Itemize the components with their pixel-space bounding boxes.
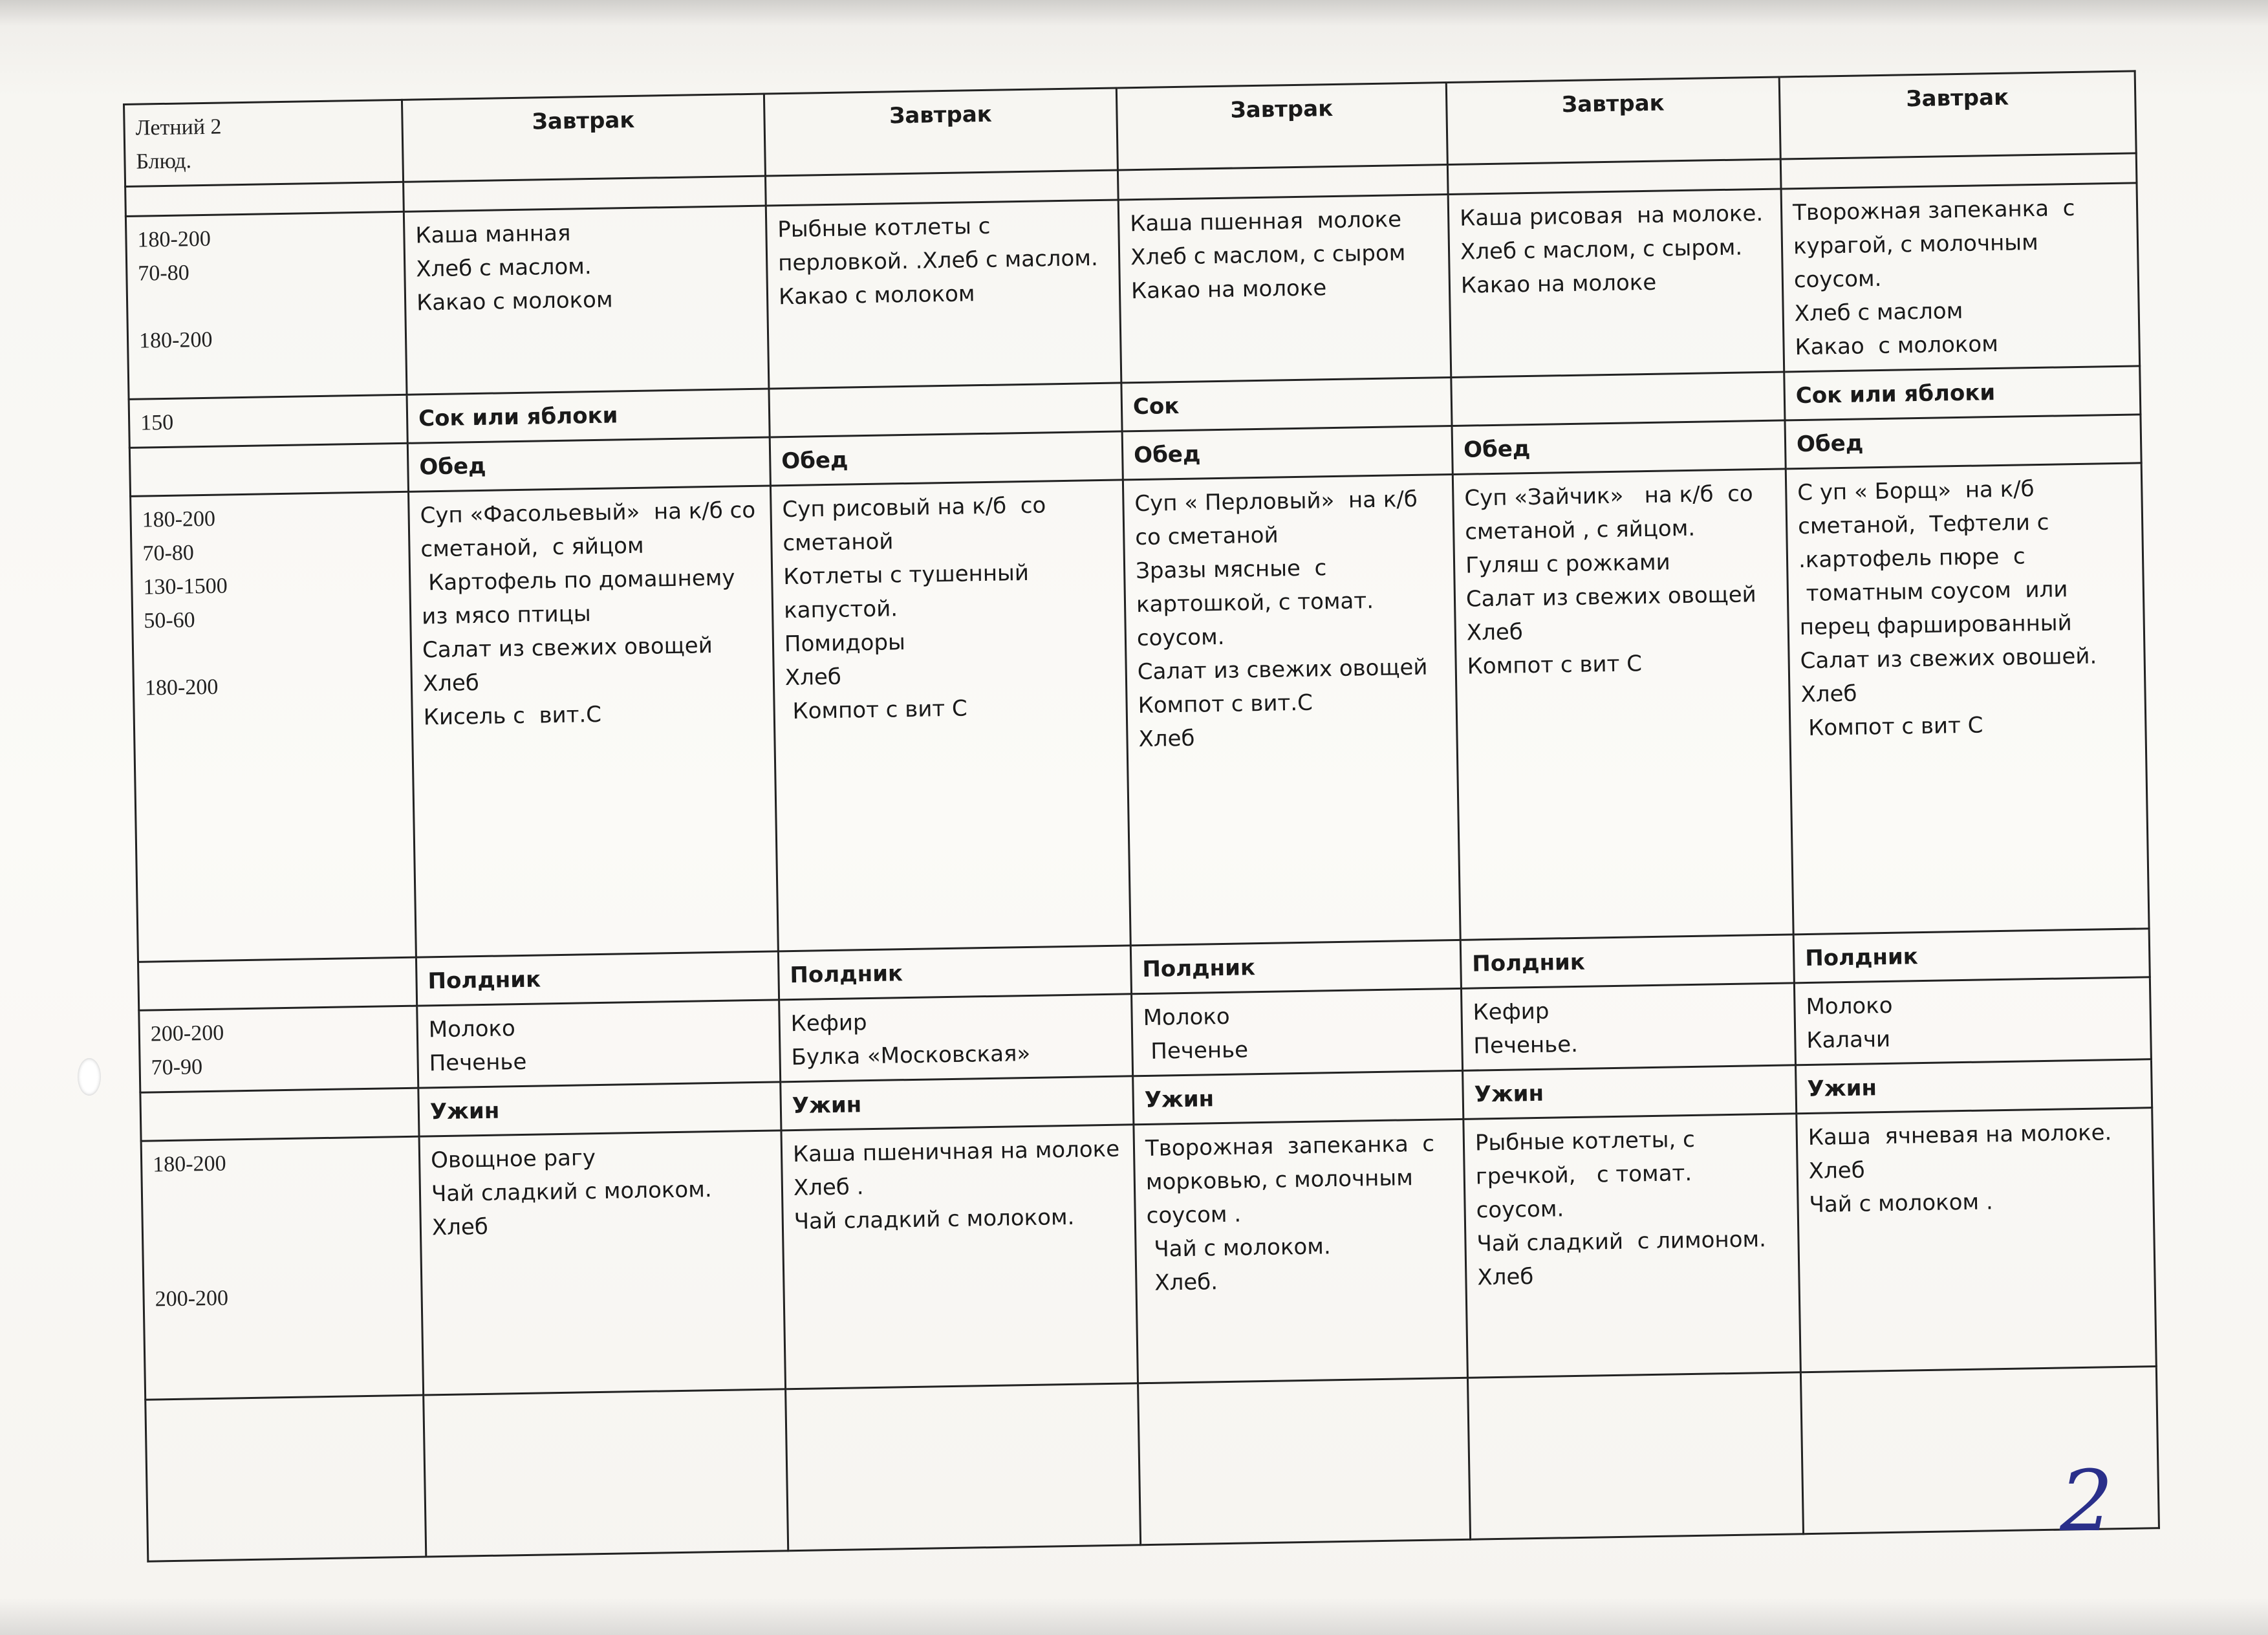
- qty-cell: 150: [129, 395, 407, 448]
- dish-cell: [404, 206, 769, 395]
- qty-cell: [131, 492, 416, 962]
- dish-line: Каша пшеничная на молоке: [792, 1136, 1120, 1168]
- dish-line: сметаной: [783, 528, 894, 557]
- corner-cell: [124, 100, 404, 186]
- dish-line: Каша рисовая на молоке.: [1459, 200, 1764, 232]
- qty-value: 70-80: [142, 541, 195, 566]
- dish-line: Хлеб: [422, 669, 480, 697]
- qty-value: 180-200: [144, 675, 219, 700]
- punch-hole: [78, 1058, 101, 1096]
- dish-line: Молоко: [1806, 992, 1893, 1021]
- dish-cell: [1786, 463, 2149, 935]
- dish-line: Салат из свежих овощей: [1465, 581, 1757, 612]
- dish-line: Калачи: [1806, 1026, 1891, 1054]
- day-header: Завтрак: [1779, 71, 2136, 159]
- empty-cell: [125, 182, 404, 216]
- meal-label: Обед: [1452, 420, 1786, 475]
- dish-line: Хлеб.: [1147, 1269, 1218, 1296]
- dish-line: Картофель по домашнему: [421, 565, 735, 596]
- qty-value: 180-200: [138, 327, 213, 353]
- dish-line: Суп рисовый на к/б со: [782, 492, 1046, 523]
- qty-cell: [141, 1136, 424, 1400]
- empty-cell: [138, 957, 417, 1010]
- dish-line: Кефир: [1473, 998, 1550, 1026]
- qty-gap: [153, 1178, 409, 1216]
- dish-line: картошкой, с томат.: [1136, 588, 1374, 618]
- dish-line: Гуляш с рожками: [1465, 549, 1671, 579]
- dish-line: Печенье.: [1473, 1031, 1579, 1059]
- dish-line: Суп «Фасольевый» на к/б со: [420, 497, 756, 529]
- dish-line: сметаной , с яйцом.: [1464, 515, 1696, 545]
- breakfast-row: [125, 183, 2139, 400]
- dish-cell: [1132, 988, 1463, 1076]
- dish-line: Компот с вит С: [1467, 651, 1643, 680]
- dish-line: Овощное рагу: [430, 1145, 596, 1174]
- dish-line: сметаной, с яйцом: [420, 532, 644, 563]
- dish-line: Творожная запеканка с: [1792, 195, 2075, 226]
- dish-line: Рыбные котлеты с: [777, 213, 991, 243]
- dish-line: Чай сладкий с молоком.: [431, 1176, 712, 1207]
- dish-line: .картофель пюре с: [1798, 543, 2025, 574]
- meal-label: Обед: [407, 437, 770, 492]
- dish-line: Хлеб с маслом.: [415, 254, 592, 283]
- empty-cell: [140, 1088, 419, 1141]
- dish-line: Хлеб с маслом, с сыром: [1130, 240, 1406, 271]
- dish-line: курагой, с молочным: [1793, 229, 2039, 260]
- dish-cell: [1794, 977, 2151, 1065]
- qty-gap: [144, 634, 400, 672]
- dish-line: Печенье: [429, 1048, 527, 1077]
- dish-line: Каша ячневая на молоке.: [1808, 1120, 2112, 1151]
- dish-line: Чай с молоком .: [1809, 1189, 1994, 1218]
- dish-line: сметаной, Тефтели с: [1797, 509, 2049, 540]
- qty-value: 200-200: [155, 1286, 229, 1312]
- qty-value: 70-90: [151, 1055, 203, 1080]
- dish-line: Какао с молоком: [416, 287, 613, 316]
- empty-cell: [129, 443, 408, 496]
- dish-cell: [1448, 189, 1784, 377]
- dish-line: Помидоры: [784, 629, 906, 658]
- dish-cell: [1134, 1119, 1468, 1383]
- day-header: Завтрак: [764, 88, 1118, 176]
- dish-line: Чай сладкий с молоком.: [794, 1204, 1075, 1235]
- dish-line: Хлеб: [1138, 725, 1195, 753]
- dish-line: Кисель с вит.С: [423, 701, 602, 731]
- qty-value: 180-200: [142, 506, 216, 532]
- scan-edge: [0, 1597, 2268, 1635]
- dinner-row: [141, 1108, 2156, 1400]
- dish-line: Салат из свежих овощей: [1137, 654, 1428, 686]
- dish-line: Хлеб: [1800, 680, 1857, 708]
- dish-cell: [781, 1125, 1138, 1389]
- meal-label: Обед: [1122, 426, 1453, 479]
- dish-line: Котлеты с тушенный: [783, 559, 1030, 590]
- dish-line: соусом .: [1146, 1201, 1242, 1229]
- meal-label: Сок: [1121, 378, 1452, 431]
- dish-line: Какао с молоком: [1795, 330, 1999, 361]
- dish-line: Салат из свежих овощей: [422, 633, 713, 664]
- qty-value: 130-1500: [143, 574, 228, 600]
- meal-label: Обед: [1785, 415, 2141, 469]
- dish-line: гречкой, с томат. соусом.: [1475, 1160, 1700, 1224]
- dish-line: Печенье: [1143, 1037, 1249, 1065]
- dish-line: Суп «Зайчик» на к/б со: [1464, 481, 1754, 512]
- dish-line: соусом.: [1136, 623, 1225, 652]
- dish-line: Какао на молоке: [1460, 269, 1657, 299]
- dish-line: Кефир: [790, 1010, 867, 1037]
- dish-line: Компот с вит С: [1801, 712, 1983, 742]
- dish-line: Какао на молоке: [1130, 275, 1327, 305]
- empty-cell: [1138, 1378, 1471, 1544]
- dish-cell: [1453, 469, 1793, 940]
- lunch-row: [131, 463, 2150, 962]
- meal-label: Полдник: [1793, 929, 2150, 983]
- dish-line: Хлеб .: [793, 1174, 864, 1202]
- meal-label: Ужин: [781, 1076, 1134, 1131]
- dish-line: Творожная запеканка с: [1145, 1131, 1435, 1162]
- corner-line: Блюд.: [136, 149, 192, 174]
- dish-line: Хлеб с маслом, с сыром.: [1460, 234, 1743, 265]
- meal-label: Полдник: [778, 946, 1131, 1000]
- dish-line: Молоко: [1143, 1003, 1230, 1032]
- dish-line: капустой.: [783, 596, 898, 624]
- qty-value: 180-200: [152, 1151, 226, 1177]
- empty-cell: [1467, 1372, 1803, 1540]
- day-header: Завтрак: [402, 94, 765, 182]
- dish-line: Рыбные котлеты, с: [1474, 1126, 1696, 1156]
- dish-cell: [419, 1131, 786, 1395]
- empty-cell: [424, 1389, 788, 1557]
- dish-cell: [1461, 983, 1795, 1071]
- dish-cell: [1781, 183, 2140, 372]
- dish-line: Суп « Перловый» на к/б: [1134, 486, 1418, 517]
- dish-line: Компот с вит.С: [1138, 689, 1313, 719]
- dish-line: Хлеб: [431, 1213, 489, 1241]
- dish-cell: [766, 200, 1121, 389]
- meal-label: Сок или яблоки: [407, 389, 770, 443]
- dish-line: Булка «Московская»: [791, 1040, 1031, 1071]
- scan-shadow: [0, 0, 2268, 26]
- dish-cell: [1118, 195, 1451, 383]
- meal-label: Сок или яблоки: [1784, 366, 2141, 420]
- dish-line: Молоко: [428, 1015, 516, 1043]
- day-header: Завтрак: [1116, 83, 1447, 170]
- meal-label: Полдник: [416, 951, 779, 1006]
- qty-value: 70-80: [138, 261, 189, 286]
- dish-cell: [409, 486, 779, 957]
- meal-label: Ужин: [1133, 1070, 1463, 1124]
- qty-gap: [154, 1245, 410, 1283]
- meal-label: [769, 383, 1122, 437]
- qty-gap: [138, 287, 394, 325]
- dish-line: соусом.: [1793, 265, 1882, 294]
- meal-label: Ужин: [418, 1082, 781, 1136]
- dish-line: со сметаной: [1135, 522, 1279, 551]
- dish-line: Какао с молоком: [778, 281, 975, 310]
- dish-line: Компот с вит С: [785, 695, 968, 725]
- empty-cell: [786, 1383, 1141, 1551]
- meal-label: [1451, 372, 1785, 426]
- dish-line: из мясо птицы: [421, 601, 592, 630]
- corner-line: Летний 2: [135, 114, 222, 140]
- dish-cell: [770, 480, 1130, 951]
- dish-cell: [417, 1000, 781, 1088]
- meal-label: Полдник: [1130, 940, 1461, 993]
- qty-gap: [154, 1211, 410, 1250]
- dish-cell: [1463, 1114, 1801, 1378]
- meal-label: Полдник: [1460, 935, 1794, 989]
- meal-label: Обед: [770, 431, 1123, 486]
- dish-line: Зразы мясные с: [1135, 555, 1327, 585]
- dish-line: перец фаршированный: [1799, 610, 2073, 641]
- dish-line: Хлеб: [1466, 619, 1524, 646]
- dish-line: Чай сладкий с лимоном.: [1476, 1226, 1767, 1257]
- handwritten-page-number: 2: [2060, 1452, 2113, 1550]
- dish-line: морковью, с молочным: [1145, 1165, 1414, 1195]
- menu-table: [123, 70, 2160, 1562]
- dish-line: Каша пшенная молоке: [1129, 206, 1402, 237]
- empty-cell: [146, 1395, 426, 1561]
- dish-line: С уп « Борщ» на к/б: [1797, 476, 2035, 506]
- dish-line: Салат из свежих овошей.: [1800, 643, 2097, 675]
- dish-cell: [1123, 474, 1460, 945]
- day-header: Завтрак: [1446, 77, 1780, 165]
- dish-line: Хлеб: [1477, 1264, 1534, 1291]
- meal-label: Ужин: [1796, 1059, 2152, 1114]
- dish-line: Хлеб с маслом: [1794, 298, 1963, 327]
- dish-cell: [1797, 1108, 2157, 1372]
- dish-line: Хлеб: [1808, 1157, 1865, 1185]
- dish-line: Каша манная: [415, 220, 571, 249]
- empty-bottom-row: [146, 1367, 2159, 1562]
- meal-label: Ужин: [1463, 1065, 1797, 1120]
- dish-line: Хлеб: [784, 664, 842, 691]
- dish-cell: [779, 994, 1133, 1082]
- qty-value: 180-200: [137, 226, 211, 252]
- qty-value: 200-200: [150, 1021, 224, 1046]
- qty-cell: [125, 211, 407, 399]
- dish-line: томатным соусом или: [1798, 576, 2068, 607]
- qty-cell: [139, 1006, 418, 1092]
- qty-value: 50-60: [143, 608, 195, 633]
- dish-line: Чай с молоком.: [1147, 1233, 1332, 1262]
- dish-line: перловкой. .Хлеб с маслом.: [777, 245, 1099, 277]
